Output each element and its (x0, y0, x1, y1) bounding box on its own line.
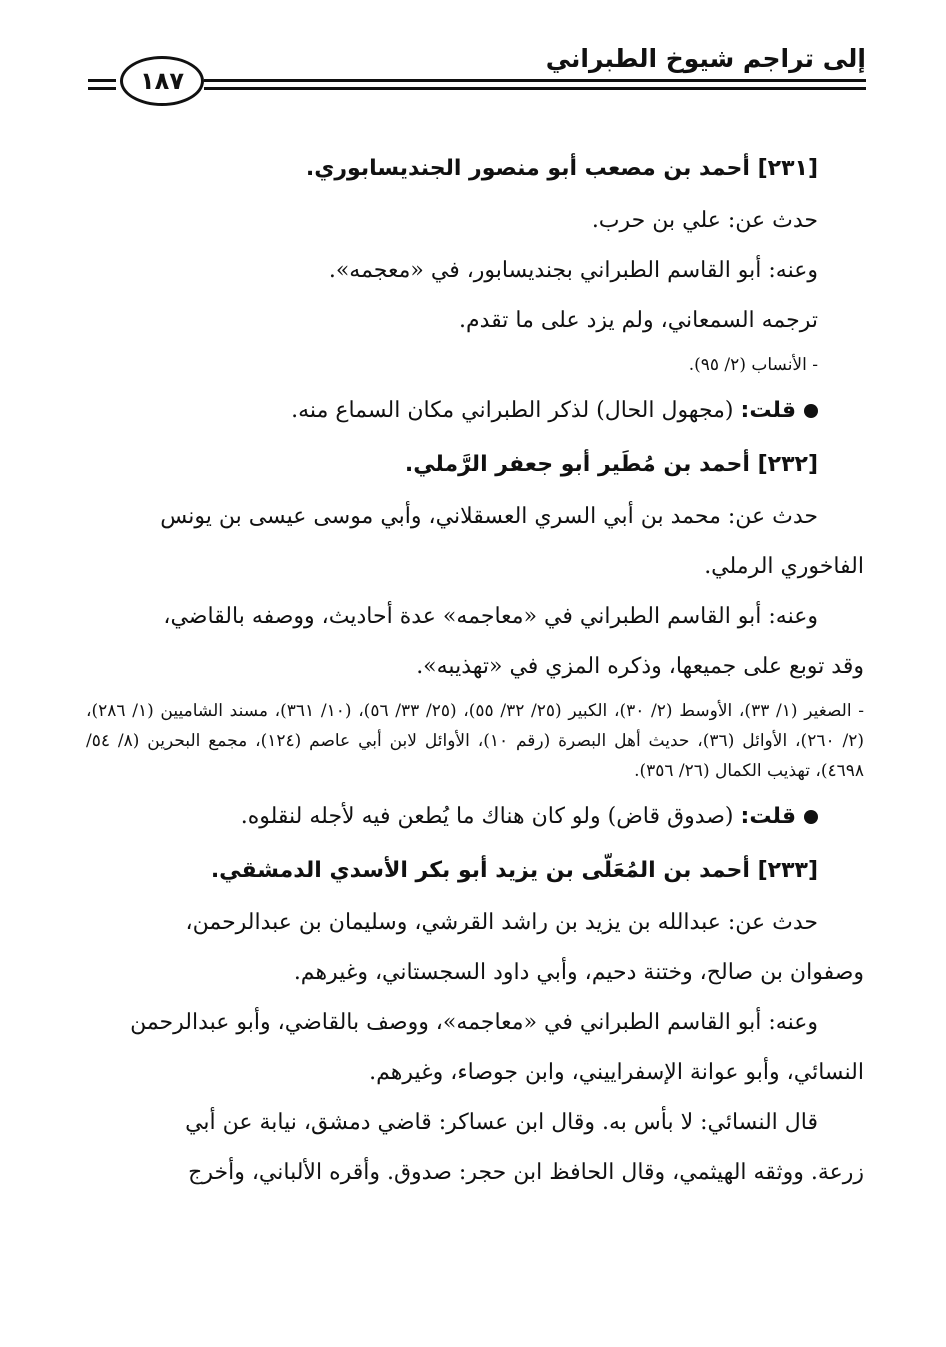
opinion-text: (صدوق قاض) ولو كان هناك ما يُطعن فيه لأجله لنقلوه. (240, 804, 734, 829)
entry-line: النسائي، وأبو عوانة الإسفراييني، وابن جوصاء، وغيرهم. (369, 1060, 864, 1085)
header-rule (88, 79, 116, 82)
header-rule (88, 87, 116, 90)
entry-line: وقد توبع على جميعها، وذكره المزي في «تهذيبه». (416, 654, 864, 679)
entry-heading: [٢٣١] أحمد بن مصعب أبو منصور الجنديسابوري. (305, 156, 818, 181)
header-rule (204, 79, 866, 82)
source-note: - الأنساب (٢/ ٩٥). (688, 355, 818, 375)
entry-231 (86, 144, 818, 436)
opinion-label: قلت: (740, 398, 796, 423)
entry-line: زرعة. ووثقه الهيثمي، وقال الحافظ ابن حجر: صدوق. وأقره الألباني، وأخرج (188, 1160, 864, 1185)
author-opinion (86, 386, 818, 436)
entry-232 (86, 440, 864, 842)
entry-line: ترجمه السمعاني، ولم يزد على ما تقدم. (458, 308, 818, 333)
page-content (86, 140, 864, 1198)
entry-line: وصفوان بن صالح، وختنة دحيم، وأبي داود السجستاني، وغيرهم. (293, 960, 864, 985)
running-title: إلى تراجم شيوخ الطبراني (545, 44, 866, 73)
entry-line: قال النسائي: لا بأس به. وقال ابن عساكر: قاضي دمشق، نيابة عن أبي (185, 1110, 818, 1135)
opinion-label: قلت: (740, 804, 796, 829)
bullet-icon (804, 810, 818, 824)
header-rule (204, 87, 866, 90)
author-opinion (86, 792, 818, 842)
bullet-icon (804, 404, 818, 418)
entry-line: وعنه: أبو القاسم الطبراني في «معاجمه» عدة أحاديث، ووصفه بالقاضي، (163, 604, 818, 629)
entry-heading: [٢٣٢] أحمد بن مُطَير أبو جعفر الرَّملي. (404, 452, 818, 477)
page-number: ١٨٧ (120, 56, 204, 106)
entry-233 (86, 846, 864, 1198)
opinion-text: (مجهول الحال) لذكر الطبراني مكان السماع منه. (291, 398, 734, 423)
entry-line: الفاخوري الرملي. (704, 554, 864, 579)
entry-line: حدث عن: عبدالله بن يزيد بن راشد القرشي، وسليمان بن عبدالرحمن، (185, 910, 818, 935)
entry-line: وعنه: أبو القاسم الطبراني بجنديسابور، في «معجمه». (328, 258, 818, 283)
page-header (80, 38, 866, 108)
entry-line: حدث عن: محمد بن أبي السري العسقلاني، وأبي موسى عيسى بن يونس (160, 504, 818, 529)
source-note: - الصغير (١/ ٣٣)، الأوسط (٢/ ٣٠)، الكبير (٢٥/ ٣٢/ ٥٥)، (٢٥/ ٣٣/ ٥٦)، (١٠/ ٣٦١)، مسند الشاميين (١/ ٢٨٦)، (٢/ ٢٦٠)، الأوائل (٣٦)، حديث أهل البصرة (رقم ١٠)، الأوائل لابن أبي عاصم (١٢٤)، مجمع البحرين (٨/ ٥٤/ ٤٦٩٨)، تهذيب الكمال (٢٦/ ٣٥٦). (86, 701, 864, 781)
entry-heading: [٢٣٣] أحمد بن المُعَلّى بن يزيد أبو بكر الأسدي الدمشقي. (210, 858, 818, 883)
entry-line: حدث عن: علي بن حرب. (591, 208, 818, 233)
entry-line: وعنه: أبو القاسم الطبراني في «معاجمه»، ووصف بالقاضي، وأبو عبدالرحمن (130, 1010, 818, 1035)
